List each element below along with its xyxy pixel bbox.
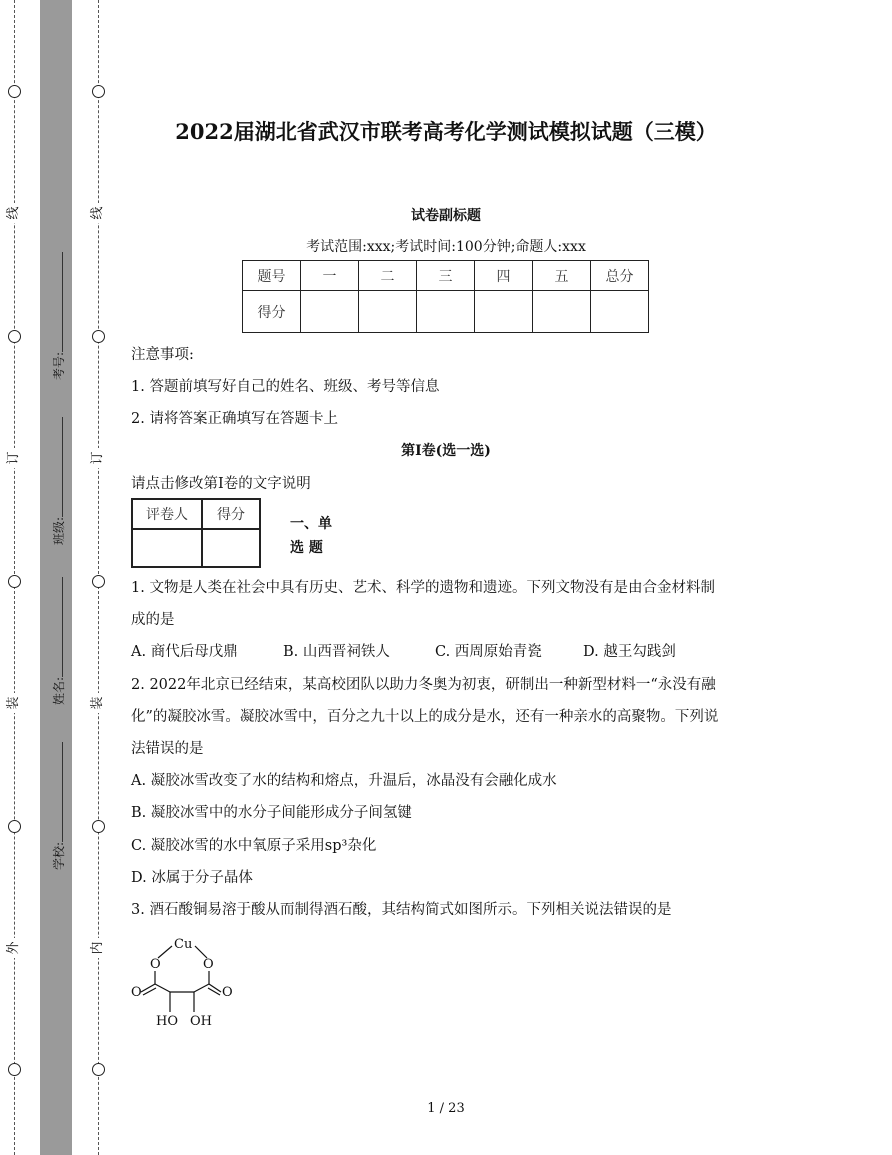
field-label: 姓名: xyxy=(52,676,66,705)
field-label: 班级: xyxy=(52,516,66,545)
grader-header: 评卷人 xyxy=(132,499,202,529)
score-cell[interactable] xyxy=(359,291,417,333)
option-d[interactable]: D. 冰属于分子晶体 xyxy=(131,870,253,886)
binding-hole xyxy=(92,575,105,588)
score-header: 二 xyxy=(359,261,417,291)
notes-heading: 注意事项: xyxy=(131,347,194,363)
tartrate-structure-diagram xyxy=(128,932,238,1030)
grader-cell[interactable] xyxy=(132,529,202,567)
option-b[interactable]: B. 凝胶冰雪中的水分子间能形成分子间氢键 xyxy=(131,805,412,821)
school-field[interactable] xyxy=(50,742,67,870)
binding-hole xyxy=(92,85,105,98)
outer-binding-char: 装 xyxy=(6,693,22,713)
inner-binding-char: 内 xyxy=(90,938,106,958)
binding-hole xyxy=(92,330,105,343)
outer-binding-char: 线 xyxy=(6,203,22,223)
group-oh: OH xyxy=(190,1014,212,1029)
part-label: 一、单 xyxy=(290,516,332,532)
binding-hole xyxy=(92,1063,105,1076)
question-3-text: 3. 酒石酸铜易溶于酸从而制得酒石酸，其结构简式如图所示。下列相关说法错误的是 xyxy=(131,902,672,918)
score-header: 题号 xyxy=(243,261,301,291)
score-cell[interactable] xyxy=(475,291,533,333)
score-row-label: 得分 xyxy=(243,291,301,333)
bond-lines xyxy=(141,946,221,1012)
question-2-text: 2. 2022年北京已经结束，某高校团队以助力冬奥为初衷，研制出一种新型材料一“永没有融 xyxy=(131,677,716,693)
question-2-text: 化”的凝胶冰雪。凝胶冰雪中，百分之九十以上的成分是水，还有一种亲水的高聚物。下列说 xyxy=(131,709,719,725)
option-a[interactable]: A. 商代后母戊鼎 xyxy=(131,644,238,660)
section-title: 第I卷(选一选) xyxy=(401,443,491,459)
score-header: 四 xyxy=(475,261,533,291)
question-2-text: 法错误的是 xyxy=(131,741,204,757)
score-header: 三 xyxy=(417,261,475,291)
score-cell[interactable] xyxy=(417,291,475,333)
field-label: 考号: xyxy=(52,351,66,380)
option-c[interactable]: C. 西周原始青瓷 xyxy=(435,644,542,660)
atom-o-double-right: O xyxy=(222,985,233,1000)
name-field[interactable] xyxy=(50,577,67,705)
grader-header: 得分 xyxy=(202,499,260,529)
option-c[interactable]: C. 凝胶冰雪的水中氧原子采用sp³杂化 xyxy=(131,838,377,854)
atom-cu: Cu xyxy=(174,937,193,952)
inner-binding-char: 装 xyxy=(90,693,106,713)
score-cell[interactable] xyxy=(533,291,591,333)
inner-binding-char: 订 xyxy=(90,448,106,468)
atom-o-left: O xyxy=(150,957,161,972)
exam-info: 考试范围:xxx;考试时间:100分钟;命题人:xxx xyxy=(306,239,586,255)
option-d[interactable]: D. 越王勾践剑 xyxy=(583,644,676,660)
binding-hole xyxy=(8,1063,21,1076)
score-cell[interactable] xyxy=(591,291,649,333)
binding-hole xyxy=(8,820,21,833)
score-cell[interactable] xyxy=(301,291,359,333)
atom-o-right: O xyxy=(203,957,214,972)
grader-cell[interactable] xyxy=(202,529,260,567)
note-item: 2. 请将答案正确填写在答题卡上 xyxy=(131,411,338,427)
part-label: 选 题 xyxy=(290,540,323,556)
grader-table xyxy=(131,498,261,568)
binding-hole xyxy=(8,85,21,98)
question-1-text: 成的是 xyxy=(131,612,175,628)
score-table xyxy=(242,260,649,333)
exam-subtitle: 试卷副标题 xyxy=(411,208,481,224)
outer-binding-char: 外 xyxy=(6,938,22,958)
score-header: 一 xyxy=(301,261,359,291)
binding-hole xyxy=(8,575,21,588)
question-1-text: 1. 文物是人类在社会中具有历史、艺术、科学的遗物和遗迹。下列文物没有是由合金材料制 xyxy=(131,580,715,596)
section-note: 请点击修改第I卷的文字说明 xyxy=(131,476,311,492)
atom-o-double-left: O xyxy=(131,985,142,1000)
outer-binding-char: 订 xyxy=(6,448,22,468)
binding-hole xyxy=(92,820,105,833)
exam-number-field[interactable] xyxy=(50,252,67,380)
class-field[interactable] xyxy=(50,417,67,545)
score-header: 五 xyxy=(533,261,591,291)
page-number: 1 / 23 xyxy=(427,1101,465,1116)
binding-hole xyxy=(8,330,21,343)
exam-title: 2022届湖北省武汉市联考高考化学测试模拟试题（三模） xyxy=(175,119,717,144)
group-ho: HO xyxy=(156,1014,178,1029)
note-item: 1. 答题前填写好自己的姓名、班级、考号等信息 xyxy=(131,379,440,395)
inner-binding-char: 线 xyxy=(90,203,106,223)
option-a[interactable]: A. 凝胶冰雪改变了水的结构和熔点，升温后，冰晶没有会融化成水 xyxy=(131,773,557,789)
question-1-options xyxy=(131,640,676,661)
score-header: 总分 xyxy=(591,261,649,291)
field-label: 学校: xyxy=(52,841,66,870)
option-b[interactable]: B. 山西晋祠铁人 xyxy=(283,644,390,660)
